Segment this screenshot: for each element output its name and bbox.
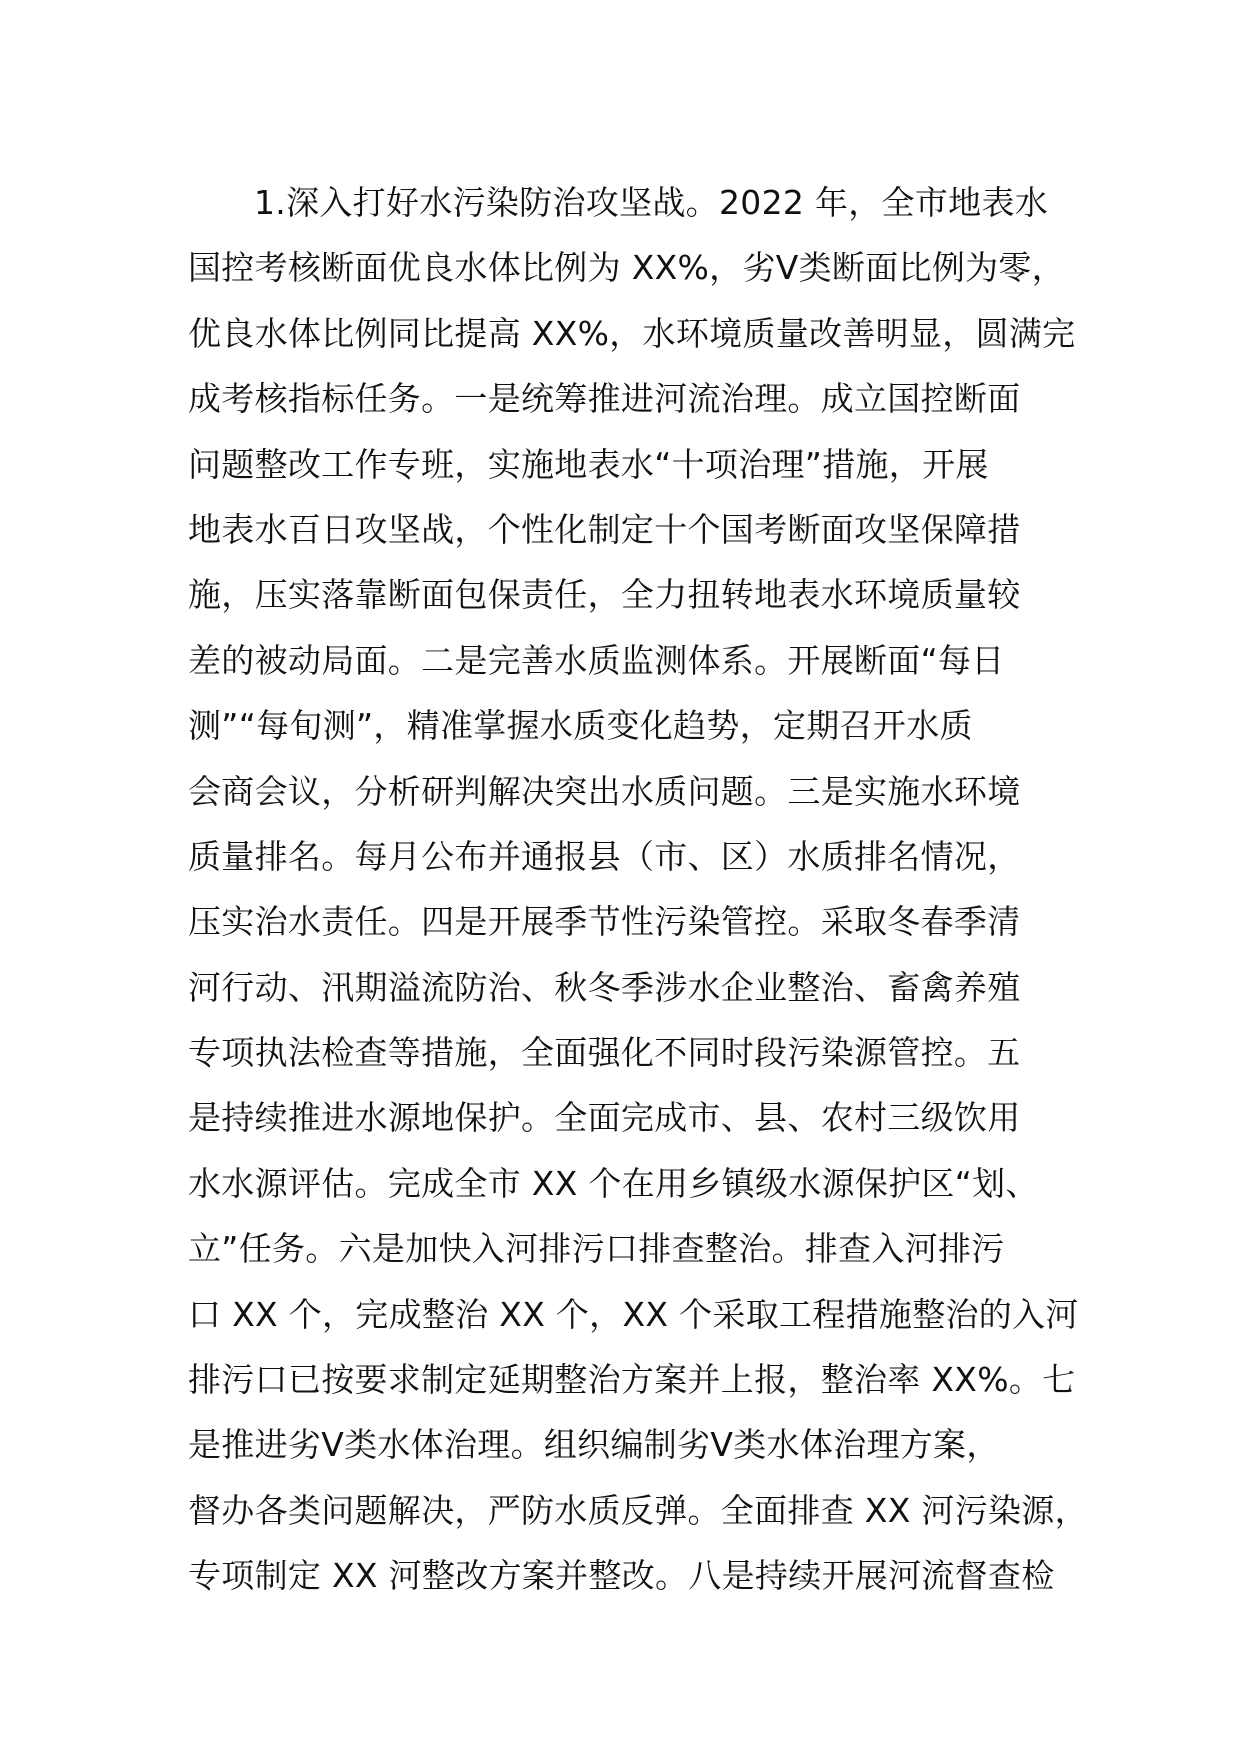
paragraph-line: 国控考核断面优良水体比例为 XX%，劣Ⅴ类断面比例为零，: [188, 248, 1066, 288]
paragraph-line: 河行动、汛期溢流防治、秋冬季涉水企业整治、畜禽养殖: [188, 967, 1021, 1007]
paragraph-line: 质量排名。每月公布并通报县（市、区）水质排名情况，: [188, 836, 1021, 876]
paragraph-line: 压实治水责任。四是开展季节性污染管控。采取冬春季清: [188, 902, 1021, 942]
paragraph-line: 地表水百日攻坚战，个性化制定十个国考断面攻坚保障措: [188, 509, 1021, 549]
paragraph-line: 是持续推进水源地保护。全面完成市、县、农村三级饮用: [188, 1098, 1021, 1138]
paragraph-line: 1.深入打好水污染防治攻坚战。2022 年，全市地表水: [254, 183, 1049, 222]
paragraph-line: 督办各类问题解决，严防水质反弹。全面排查 XX 河污染源，: [188, 1490, 1088, 1530]
paragraph-line: 专项制定 XX 河整改方案并整改。八是持续开展河流督查检: [188, 1556, 1055, 1596]
paragraph-line: 测”“每旬测”，精准掌握水质变化趋势，定期召开水质: [188, 706, 973, 746]
paragraph-line: 排污口已按要求制定延期整治方案并上报，整治率 XX%。七: [188, 1360, 1076, 1400]
paragraph-line: 优良水体比例同比提高 XX%，水环境质量改善明显，圆满完: [188, 313, 1076, 353]
paragraph-line: 成考核指标任务。一是统筹推进河流治理。成立国控断面: [188, 379, 1021, 419]
paragraph-line: 会商会议，分析研判解决突出水质问题。三是实施水环境: [188, 771, 1021, 811]
paragraph-line: 水水源评估。完成全市 XX 个在用乡镇级水源保护区“划、: [188, 1163, 1039, 1203]
paragraph-line: 是推进劣Ⅴ类水体治理。组织编制劣Ⅴ类水体治理方案，: [188, 1425, 1000, 1465]
paragraph-line: 施，压实落靠断面包保责任，全力扭转地表水环境质量较: [188, 575, 1021, 615]
paragraph-line: 口 XX 个，完成整治 XX 个，XX 个采取工程措施整治的入河: [188, 1294, 1079, 1334]
paragraph-line: 问题整改工作专班，实施地表水“十项治理”措施，开展: [188, 444, 989, 484]
paragraph-line: 差的被动局面。二是完善水质监测体系。开展断面“每日: [188, 640, 1005, 680]
body-paragraph: [188, 170, 1088, 1609]
paragraph-line: 立”任务。六是加快入河排污口排查整治。排查入河排污: [188, 1229, 1005, 1269]
paragraph-line: 专项执法检查等措施，全面强化不同时段污染源管控。五: [188, 1033, 1021, 1073]
